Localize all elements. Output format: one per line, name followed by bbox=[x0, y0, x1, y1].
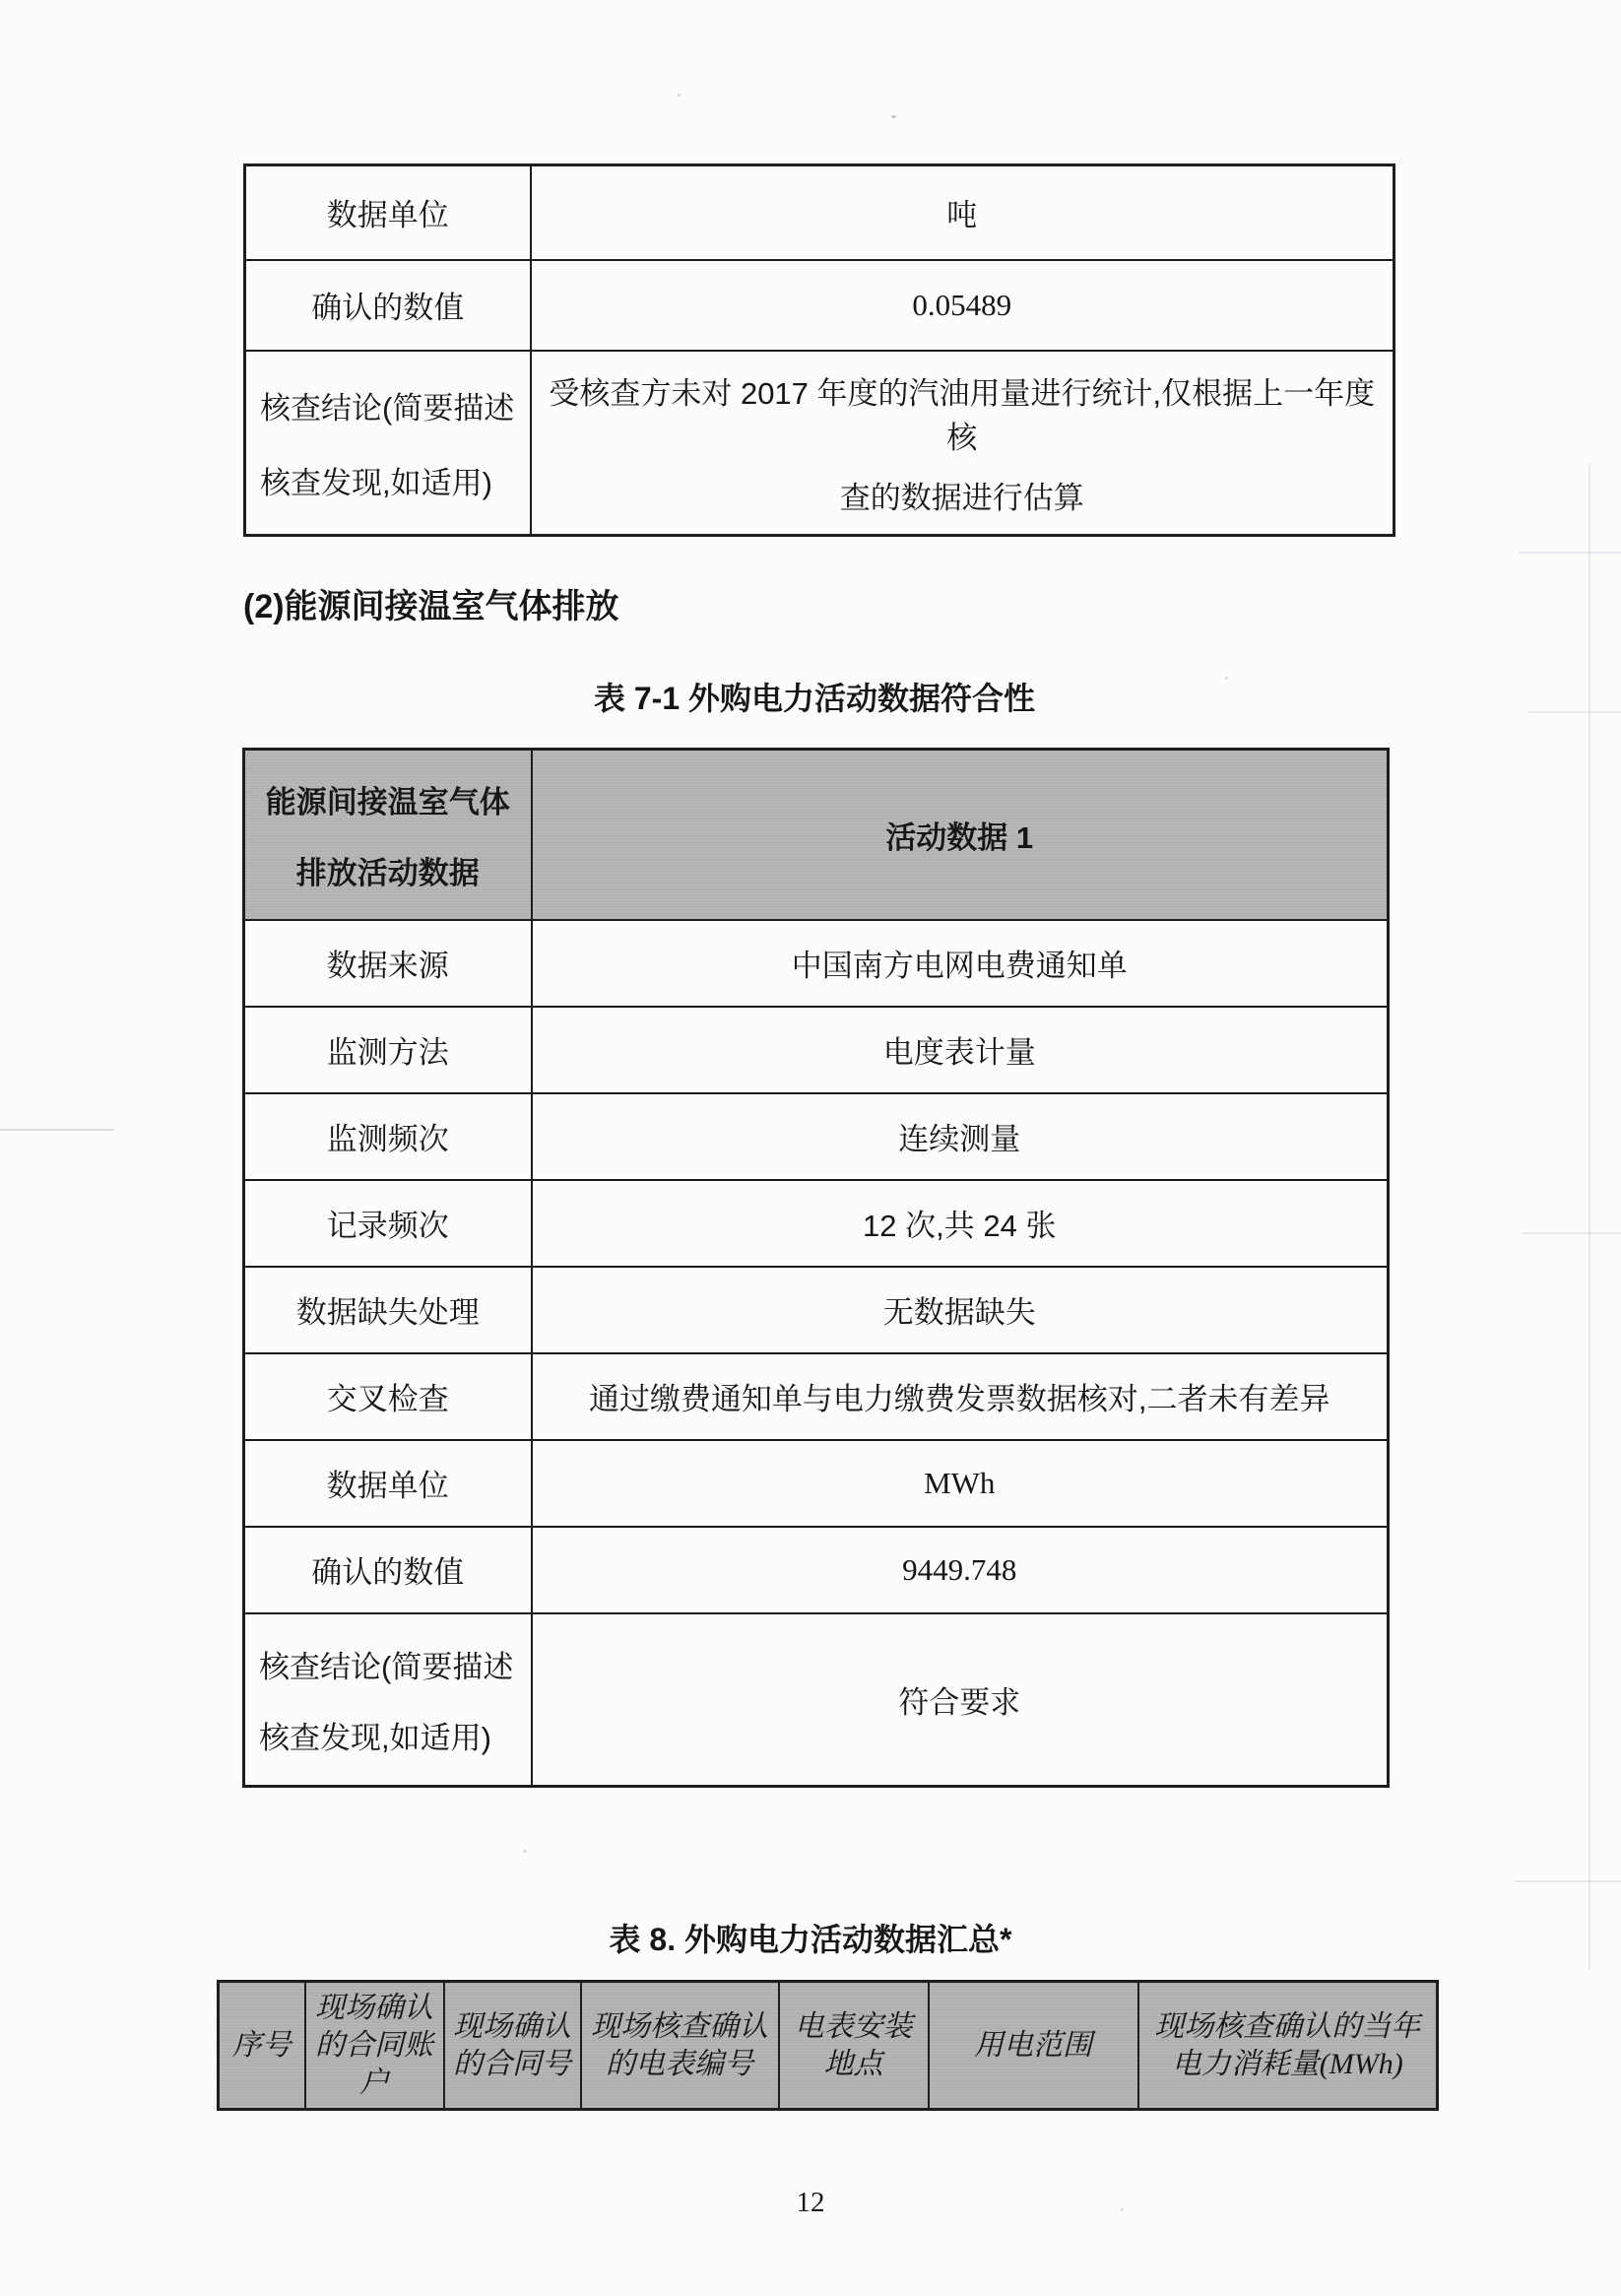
conclusion-label-line2: 核查发现,如适用) bbox=[259, 1720, 491, 1755]
table-row bbox=[244, 1527, 1389, 1613]
header-cell-category bbox=[244, 750, 532, 920]
header-line1: 能源间接温室气体 bbox=[265, 784, 510, 820]
table-row bbox=[244, 1180, 1389, 1267]
row-label bbox=[245, 351, 531, 536]
row-value: MWh bbox=[532, 1440, 1389, 1527]
table-row bbox=[244, 1440, 1389, 1527]
column-header-contract-account: 现场确认的合同账户 bbox=[305, 1982, 444, 2110]
row-label: 确认的数值 bbox=[244, 1527, 532, 1613]
conclusion-label-line1: 核查结论(简要描述 bbox=[260, 390, 515, 426]
column-header-usage-scope: 用电范围 bbox=[929, 1982, 1138, 2110]
column-header-meter-number: 现场核查确认的电表编号 bbox=[581, 1982, 779, 2110]
section-heading: (2)能源间接温室气体排放 bbox=[243, 588, 619, 625]
row-label: 数据缺失处理 bbox=[244, 1267, 532, 1353]
row-value: 通过缴费通知单与电力缴费发票数据核对,二者未有差异 bbox=[532, 1353, 1389, 1440]
table-row bbox=[244, 1007, 1389, 1093]
table-row bbox=[244, 1353, 1389, 1440]
row-value: 电度表计量 bbox=[532, 1007, 1389, 1093]
table-row bbox=[244, 920, 1389, 1007]
scan-speck bbox=[678, 94, 681, 97]
column-header-contract-number: 现场确认的合同号 bbox=[444, 1982, 581, 2110]
header-line2: 排放活动数据 bbox=[295, 855, 480, 890]
row-value: 吨 bbox=[531, 165, 1394, 260]
column-header-meter-location: 电表安装地点 bbox=[779, 1982, 929, 2110]
table-8-title: 表 8. 外购电力活动数据汇总* bbox=[609, 1922, 1012, 1957]
row-label: 监测频次 bbox=[244, 1093, 532, 1180]
row-value: 0.05489 bbox=[531, 260, 1394, 351]
column-header-annual-consumption: 现场核查确认的当年电力消耗量(MWh) bbox=[1138, 1982, 1438, 2110]
row-value: 连续测量 bbox=[532, 1093, 1389, 1180]
row-label: 确认的数值 bbox=[245, 260, 531, 351]
electricity-activity-table bbox=[242, 748, 1390, 1788]
conclusion-label-line1: 核查结论(简要描述 bbox=[259, 1649, 514, 1684]
conclusion-value-line2: 查的数据进行估算 bbox=[839, 480, 1084, 515]
row-label bbox=[244, 1613, 532, 1787]
table-row bbox=[245, 351, 1394, 536]
row-label: 监测方法 bbox=[244, 1007, 532, 1093]
row-label: 数据单位 bbox=[245, 165, 531, 260]
row-value: 中国南方电网电费通知单 bbox=[532, 920, 1389, 1007]
electricity-summary-table bbox=[217, 1980, 1439, 2111]
row-label: 记录频次 bbox=[244, 1180, 532, 1267]
scan-artifact-line bbox=[1522, 1232, 1621, 1234]
row-value: 符合要求 bbox=[532, 1613, 1389, 1787]
row-label: 数据来源 bbox=[244, 920, 532, 1007]
conclusion-label-line2: 核查发现,如适用) bbox=[260, 465, 492, 500]
table-row bbox=[244, 1093, 1389, 1180]
table-header-row bbox=[219, 1982, 1438, 2110]
row-value: 9449.748 bbox=[532, 1527, 1389, 1613]
table-row bbox=[244, 1613, 1389, 1787]
row-value: 无数据缺失 bbox=[532, 1267, 1389, 1353]
table-7-1-title: 表 7-1 外购电力活动数据符合性 bbox=[593, 681, 1036, 716]
conclusion-value-line1: 受核查方未对 2017 年度的汽油用量进行统计,仅根据上一年度核 bbox=[549, 375, 1376, 455]
page-number: 12 bbox=[796, 2187, 825, 2218]
scan-artifact-line bbox=[1519, 552, 1621, 554]
row-value bbox=[531, 351, 1394, 536]
scan-artifact-line bbox=[1528, 711, 1621, 713]
table-row bbox=[244, 1267, 1389, 1353]
scan-artifact-line bbox=[1515, 1880, 1621, 1882]
row-label: 交叉检查 bbox=[244, 1353, 532, 1440]
column-header-index: 序号 bbox=[219, 1982, 305, 2110]
scan-artifact-line bbox=[1589, 463, 1590, 1970]
scan-speck bbox=[891, 115, 896, 118]
scan-artifact-line bbox=[0, 1129, 114, 1131]
scan-speck bbox=[523, 1850, 527, 1853]
table-row bbox=[245, 260, 1394, 351]
header-cell-activity: 活动数据 1 bbox=[532, 750, 1389, 920]
row-value: 12 次,共 24 张 bbox=[532, 1180, 1389, 1267]
table-header-row bbox=[244, 750, 1389, 920]
table-row bbox=[245, 165, 1394, 260]
fuel-data-table bbox=[243, 164, 1395, 537]
row-label: 数据单位 bbox=[244, 1440, 532, 1527]
